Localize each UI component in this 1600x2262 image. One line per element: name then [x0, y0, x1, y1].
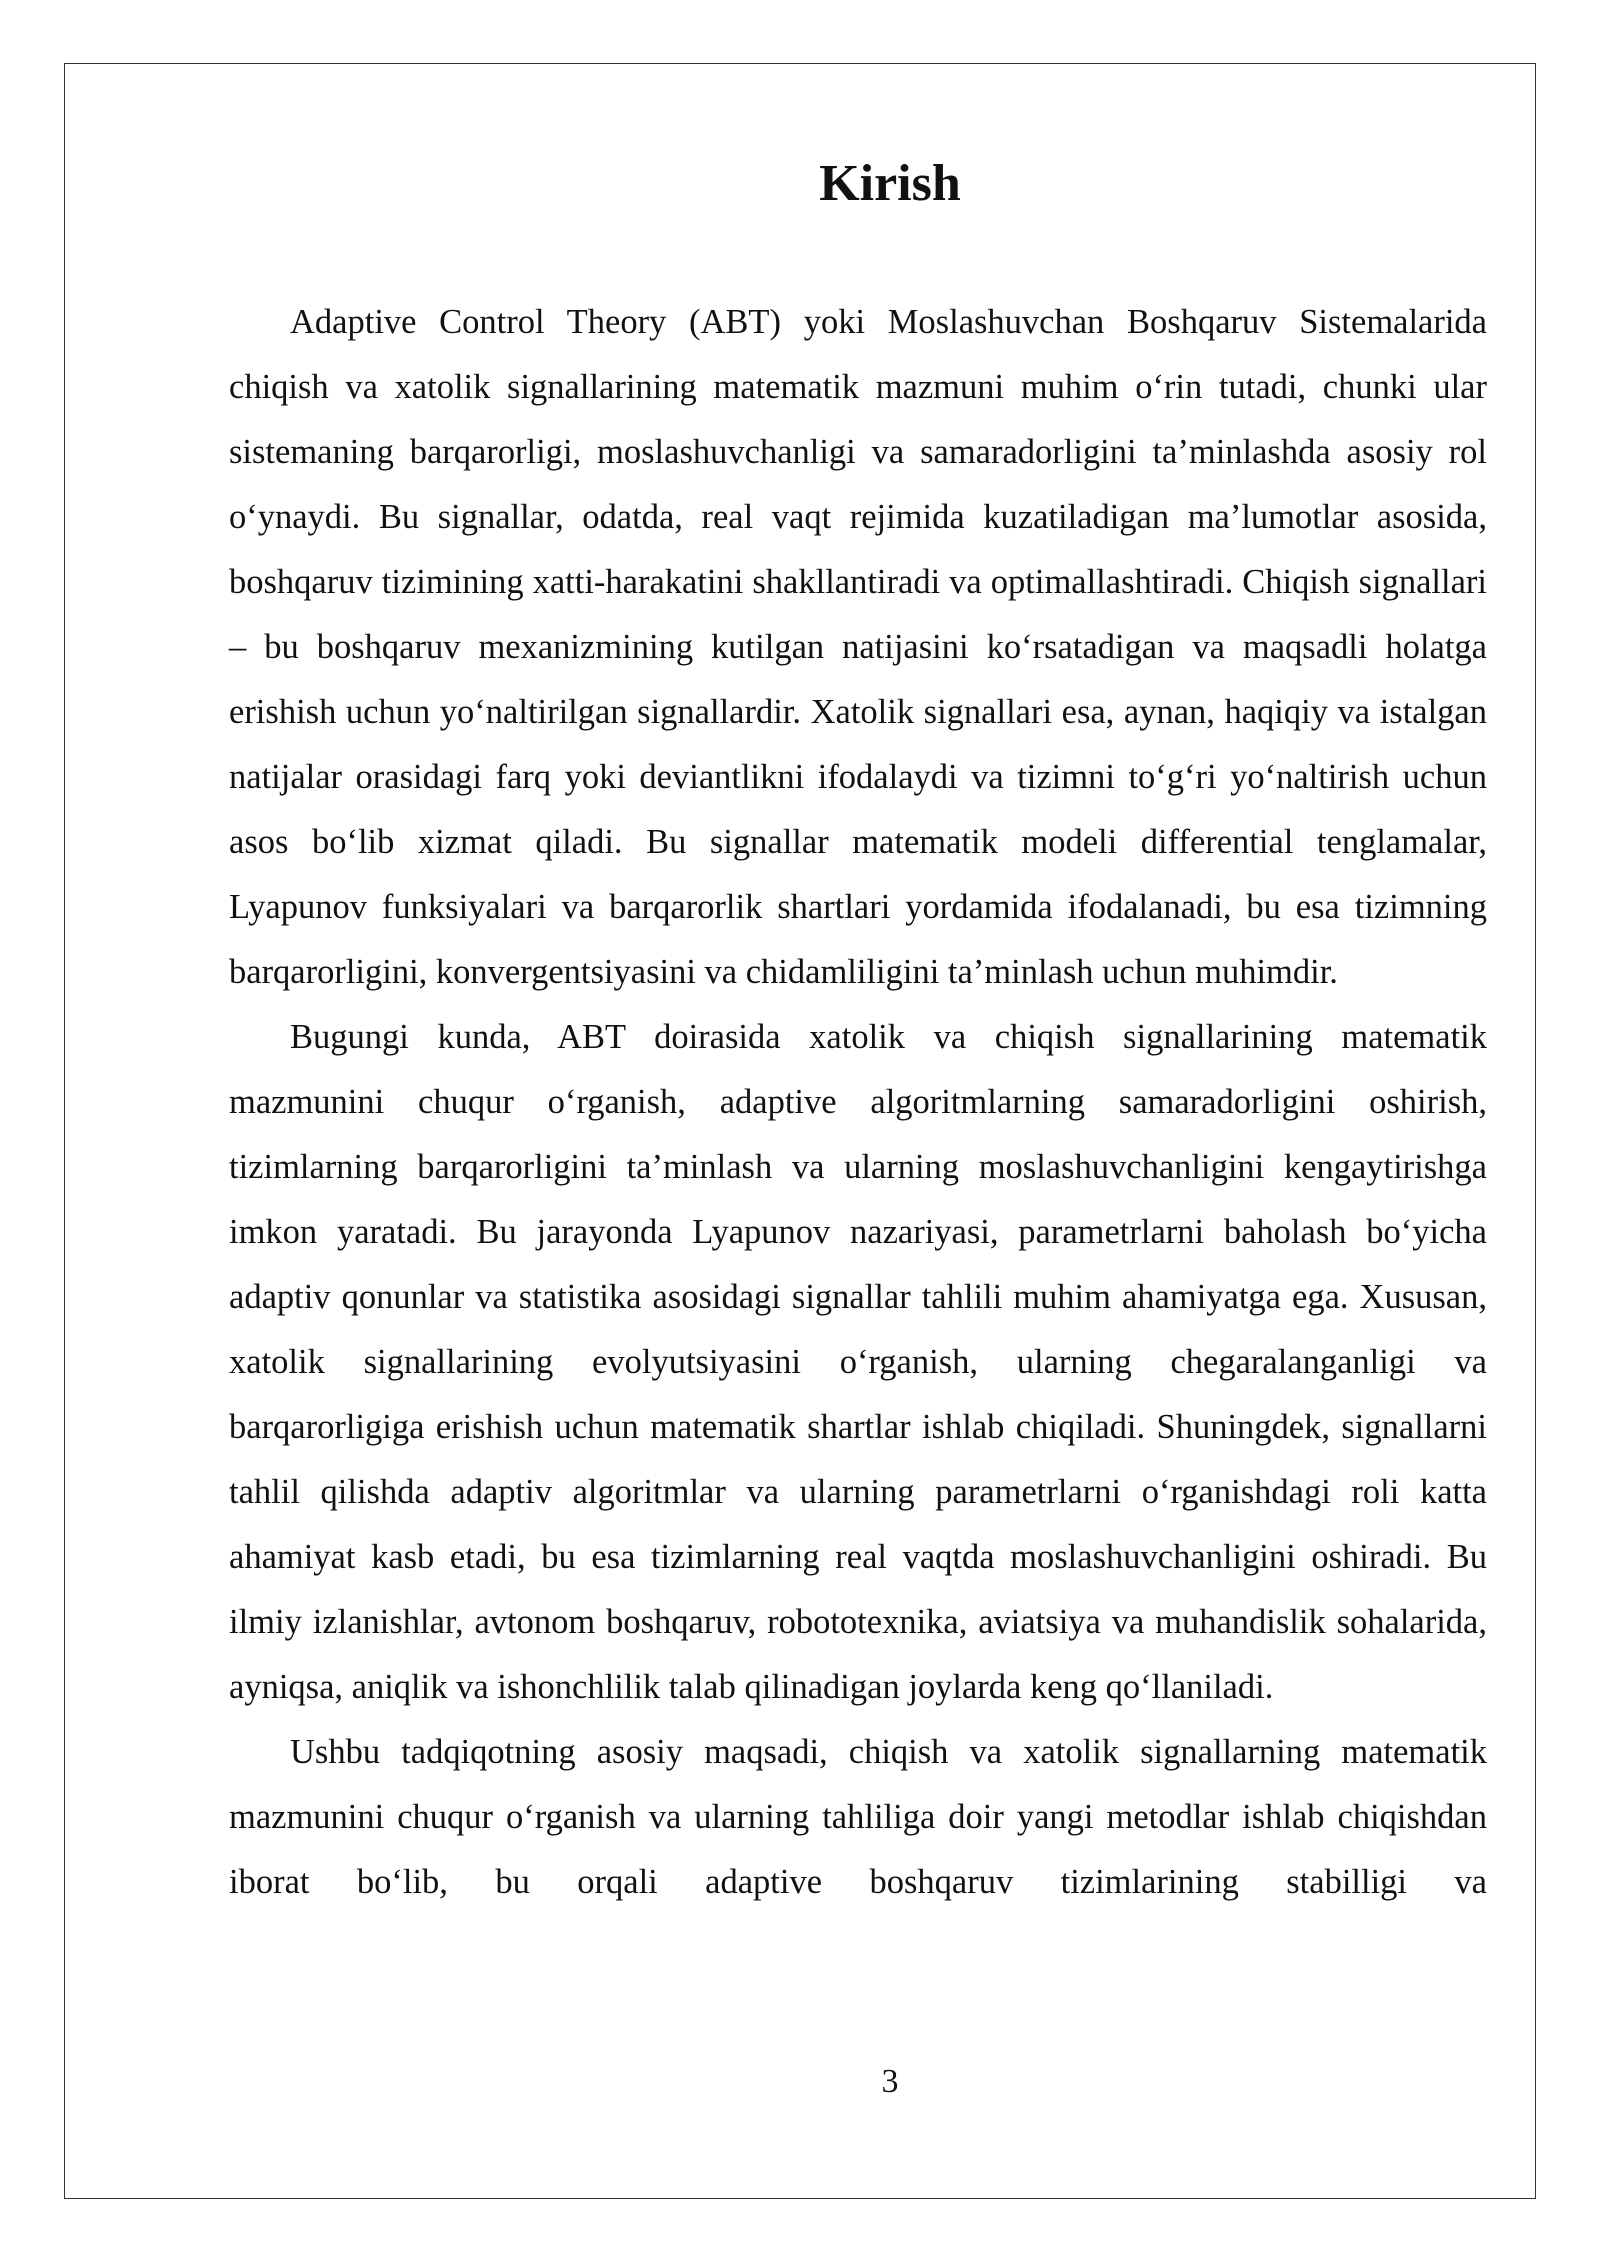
- paragraph-3: Ushbu tadqiqotning asosiy maqsadi, chiqish va xatolik signallarning matematik mazmunini chuqur o‘rganish va ularning tahliliga doir yangi metodlar ishlab chiqishdan iborat bo‘lib, bu orqali adaptive boshqaruv tizimlarining stabilligi va: [229, 1733, 1487, 1901]
- paragraph-2: Bugungi kunda, ABT doirasida xatolik va chiqish signallarining matematik mazmunini chuqur o‘rganish, adaptive algoritmlarning samaradorligini oshirish, tizimlarning barqarorligini ta’minlash va ularning moslashuvchanligini kengaytirishga imkon yaratadi. Bu jarayonda Lyapunov nazariyasi, parametrlarni baholash bo‘yicha adaptiv qonunlar va statistika asosidagi signallar tahlili muhim ahamiyatga ega. Xususan, xatolik signallarining evolyutsiyasini o‘rganish, ularning chegaralanganligi va barqarorligiga erishish uchun matematik shartlar ishlab chiqiladi. Shuningdek, signallarni tahlil qilishda adaptiv algoritmlar va ularning parametrlarni o‘rganishdagi roli katta ahamiyat kasb etadi, bu esa tizimlarning real vaqtda moslashuvchanligini oshiradi. Bu ilmiy izlanishlar, avtonom boshqaruv, robototexnika, aviatsiya va muhandislik sohalarida, ayniqsa, aniqlik va ishonchlilik talab qilinadigan joylarda keng qo‘llaniladi.: [229, 1018, 1487, 1706]
- page-title: Kirish: [819, 155, 961, 212]
- body-text: [229, 290, 1487, 1915]
- page-number: 3: [881, 2063, 899, 2100]
- paragraph-1: Adaptive Control Theory (ABT) yoki Moslashuvchan Boshqaruv Sistemalarida chiqish va xatolik signallarining matematik mazmuni muhim o‘rin tutadi, chunki ular sistemaning barqarorligi, moslashuvchanligi va samaradorligini ta’minlashda asosiy rol o‘ynaydi. Bu signallar, odatda, real vaqt rejimida kuzatiladigan ma’lumotlar asosida, boshqaruv tizimining xatti-harakatini shakllantiradi va optimallashtiradi. Chiqish signallari – bu boshqaruv mexanizmining kutilgan natijasini ko‘rsatadigan va maqsadli holatga erishish uchun yo‘naltirilgan signallardir. Xatolik signallari esa, aynan, haqiqiy va istalgan natijalar orasidagi farq yoki deviantlikni ifodalaydi va tizimni to‘g‘ri yo‘naltirish uchun asos bo‘lib xizmat qiladi. Bu signallar matematik modeli differential tenglamalar, Lyapunov funksiyalari va barqarorlik shartlari yordamida ifodalanadi, bu esa tizimning barqarorligini, konvergentsiyasini va chidamliligini ta’minlash uchun muhimdir.: [229, 303, 1487, 991]
